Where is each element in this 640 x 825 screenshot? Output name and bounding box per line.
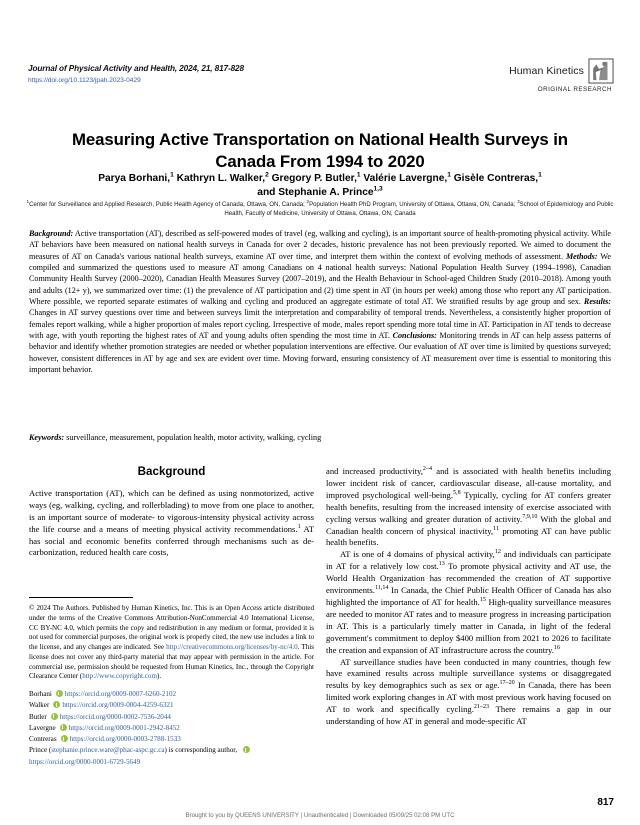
orcid-link[interactable]: https://orcid.org/0000-0002-7536-2044 [59,712,171,721]
orcid-icon [53,701,60,708]
orcid-author-name: Butler [29,712,47,721]
orcid-author-name: Borhani [29,690,52,698]
copyright-text-part2: . This license does not cover any third-party material that may appear with permission in the article. For commercial use, permission should be requested from Human Kinetics, Inc., through the Copyright Clearance Center ( [29,643,315,681]
orcid-link[interactable]: https://orcid.org/0009-0004-4259-6321 [62,701,174,710]
orcid-entry [29,700,314,711]
section-heading-background: Background [137,465,206,478]
orcid-link[interactable]: https://orcid.org/0009-0007-6260-2102 [64,690,177,698]
abstract-background-label: Background: [29,229,74,238]
author-affiliations: $^1$Center for Surveillance and Applied Research, Public Health Agency of Canada, Ottawa, ON, Canada; $^2$Population Health PhD Program, University of Ottawa, Ottawa, ON, Canada; $^3$School of Epidemiology and Public Health, Faculty of Medicine, University of Ottawa, Ottawa, ON, Canada [26,198,614,218]
doi-link[interactable]: https://doi.org/10.1123/jpah.2023-0429 [28,77,141,84]
keywords-text: surveillance, measurement, population health, motor activity, walking, cycling [64,433,322,442]
abstract-conclusions-label: Conclusions: [392,331,437,341]
corresponding-orcid-link[interactable]: https://orcid.org/0000-0001-6729-5649 [29,757,141,766]
orcid-entry [29,689,314,700]
orcid-entry [29,723,314,734]
paragraph-right-2: AT is one of 4 domains of physical activity,$^{12}$ and individuals can participate in AT for a relatively low cost.$^{13}$ To promote physical activity and AT use, the World Health Organization has recommended the creation of AT supportive environments.$^{11,14}$ In Canada, the Chief Public Health Officer of Canada has also highlighted the importance of AT for health.$^{15}$ High-quality surveillance measures are needed to monitor AT rates and to measure progress in increasing participation in AT. This is a particularly timely matter in Canada, in light of the federal government's commitment to deploy $400 million from 2021 to 2026 to facilitate the creation and expansion of AT infrastructure across the country.$^{16}$ [326,549,611,655]
copyright-statement [29,604,314,682]
orcid-author-name: Contreras [29,735,57,744]
paragraph-right-3: AT surveillance studies have been conducted in many countries, though few have examined results across multiple surveillance systems or disaggregated results by key demographics such as sex or age.$^{17-20}$ In Canada, there has been limited work exploring changes in AT with most previous work having focused on AT to work and specifically cycling.$^{21-23}$ There remains a gap in our understanding of how AT in general and mode-specific AT [326,656,611,727]
masthead [28,58,614,104]
creative-commons-link[interactable]: http://creativecommons.org/licenses/by-nc/4.0 [166,643,298,651]
orcid-icon [51,713,58,720]
article-type-label: ORIGINAL RESEARCH [537,86,612,93]
paragraph-right-1: and increased productivity,$^{2-4}$ and is associated with health benefits including lower incident risk of cancer, cardiovascular disease, all-cause mortality, and improved psychological well-being.$^{5,8}$ Typically, cycling for AT confers greater health benefits, resulting from the increased intensity of exercise associated with cycling versus walking and greater duration of activity.$^{7,9,10}$ With the global and Canadian health concern of physical inactivity,$^{11}$ promoting AT can have public health benefits. [326,466,612,548]
keywords [29,432,611,443]
copyright-text-part3: ). [157,672,162,681]
orcid-icon [61,735,68,742]
corresponding-author-note [29,745,314,768]
corresponding-prefix: Prince ( [29,746,52,755]
body-column-right [326,466,611,728]
orcid-icon [56,690,63,697]
access-statement: Brought to you by QUEENS UNIVERSITY | Unauthenticated | Downloaded 05/09/25 02:08 PM UTC [185,812,455,819]
orcid-icon [243,746,250,753]
paragraph-left-1: Active transportation (AT), which can be defined as using nonmotorized, active ways (eg, walking, cycling, and rollerblading) to move from one place to another, is an important source of moderate- to vigorous-intensity physical activity across the life course and a means of meeting physical activity recommendations.$^1$ AT has social and economic benefits conferred through mechanisms such as de-carbonization, reduced health care costs, [29,487,314,558]
page-title: Measuring Active Transportation on National Health Surveys in Canada From 1994 to 2020 [72,130,568,172]
keywords-label: Keywords: [29,433,65,442]
orcid-link[interactable]: https://orcid.org/0009-0001-2942-8452 [68,723,180,732]
page-number: 817 [597,797,614,808]
abstract-results-text: Changes in AT survey questions over time and between surveys limit the interpretation and comparability of temporal trends. Nevertheless, a consistently higher proportion of females report walking, while a higher proportion of males report cycling. Irrespective of mode, males report spending more total time in AT. Participation in AT tends to decrease with age, with youth reporting the highest rates of AT and young adults often spending the most time in AT. [29,308,611,341]
publisher-name: Human Kinetics [509,65,584,77]
orcid-icon [60,724,67,731]
abstract [29,228,611,375]
orcid-author-name: Walker [29,701,50,710]
abstract-background-text: Active transportation (AT), described as self-powered modes of travel (eg, walking and cycling), is an important source of health-promoting physical activity. While AT behaviors have been measured on national health surveys in Canada for over 2 decades, historic prevalence has not been previously reported. We aimed to document the measures of AT on Canada's various national health surveys, examine AT over time, and interpret them within the context of evolving methods of assessment. [29,229,611,261]
body-column-left [29,466,314,559]
copyright-text-part1: © 2024 The Authors. Published by Human Kinetics, Inc. This is an Open Access article distributed under the terms of the Creative Commons Attribution-NonCommercial 4.0 International License, CC BY-NC 4.0, which permits the copy and redistribution in any medium or format, provided it is not used for commercial purposes, the original work is properly cited, the new use includes a link to the license, and any changes are indicated. See [29,604,314,651]
abstract-results-label: Results: [583,297,611,307]
orcid-link[interactable]: https://orcid.org/0000-0003-2788-1533 [69,735,181,744]
orcid-entry [29,712,314,723]
journal-citation-line: Journal of Physical Activity and Health, 2024, 21, 817-828 [28,64,244,73]
abstract-methods-label: Methods: [565,251,598,261]
abstract-methods-text: We compiled and summarized the questions used to measure AT among Canadians on 4 national health surveys: National Population Health Survey (1994–1998), Canadian Community Health Survey (2000–2020), Canadian Health Measures Survey (2007–2019), and the Health Behaviour in School-aged Children Study (2010–2018). Among youth and adults (12+ y), we summarized over time: (1) the prevalence of AT participation and (2) time spent in AT (in hours per week) among those who report any AT participation. Where possible, we reported separate estimates of walking and cycling and produced an aggregate estimate of total AT. We stratified results by age group and sex. [29,251,612,307]
orcid-list [29,689,314,768]
copyright-clearance-link[interactable]: http://www.copyright.com [82,672,157,681]
corresponding-middle: ) is corresponding author, [164,746,239,755]
abstract-conclusions-text: Monitoring trends in AT can help assess patterns of behavior and identify whether promotion strategies are needed or whether population interventions are effective. Our evaluation of AT over time is limited by questions surveyed; however, consistent differences in AT by age and sex are evident over time. Moving forward, ensuring consistency of AT measurement over time is essential to monitoring this important behavior. [29,331,611,375]
orcid-author-name: Lavergne [29,723,56,732]
corresponding-email-link[interactable]: stephanie.prince.ware@phac-aspc.gc.ca [51,746,165,755]
author-list: Parya Borhani,$^1$ Kathryn L. Walker,$^2$ Gregory P. Butler,$^1$ Valérie Lavergne,$^1$ Gisèle Contreras,$^1$ and Stephanie A. Prince$^{1,3}$ [98,171,542,198]
publisher-block [482,58,614,93]
license-footnote [29,597,314,768]
footnote-divider [29,597,133,598]
human-kinetics-logo-icon [588,58,614,84]
orcid-entry [29,734,314,745]
